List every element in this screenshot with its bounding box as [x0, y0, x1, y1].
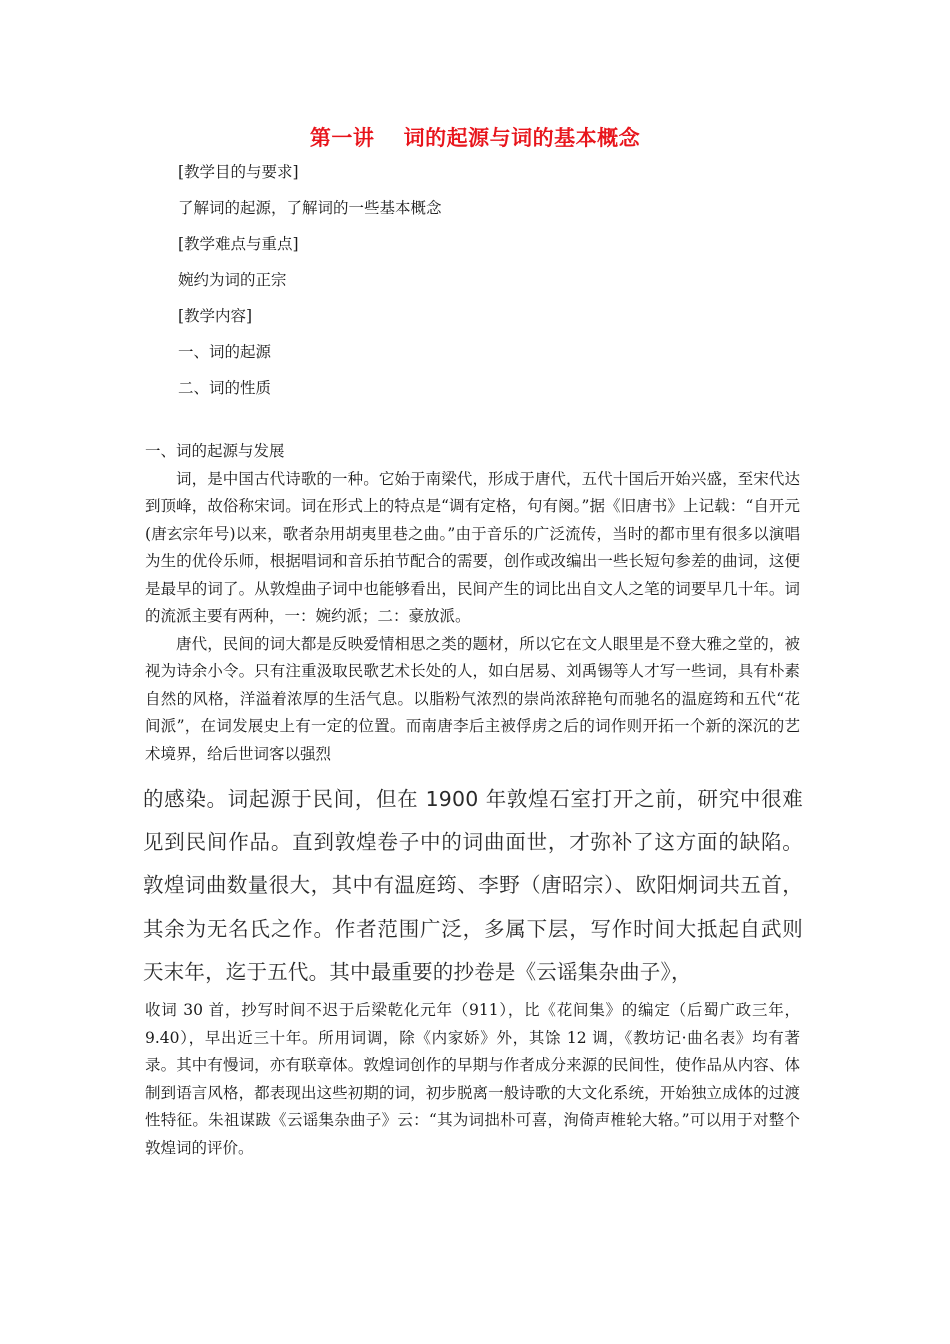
- paragraph-3: 收词 30 首，抄写时间不迟于后梁乾化元年（911），比《花间集》的编定（后蜀广政三年，9.40），早出近三十年。所用词调，除《内家娇》外，其馀 12 调，《教坊记·曲名表》均有著录。其中有慢词，亦有联章体。敦煌词创作的早期与作者成分来源的民间性，使作品从内容、体制到语言风格，都表现出这些初期的词，初步脱离一般诗歌的大文化系统，开始独立成体的过渡性特征。朱祖谋跋《云谣集杂曲子》云：“其为词拙朴可喜，洵倚声椎轮大辂。”可以用于对整个敦煌词的评价。: [145, 1001, 800, 1157]
- outline-objectives-heading: [教学目的与要求]: [178, 163, 299, 181]
- outline-content-heading: [教学内容]: [178, 307, 253, 325]
- scanned-text-block: 的感染。词起源于民间，但在 1900 年敦煌石室打开之前，研究中很难见到民间作品。直到敦煌卷子中的词曲面世，才弥补了这方面的缺陷。敦煌词曲数量很大，其中有温庭筠、李野（唐昭宗）、欧阳炯词共五首，其余为无名氏之作。作者范围广泛，多属下层，写作时间大抵起自武则天末年，迄于五代。其中最重要的抄卷是《云谣集杂曲子》，: [143, 787, 803, 984]
- outline-item-origin: 一、词的起源: [178, 343, 272, 361]
- outline-keypoints-text: 婉约为词的正宗: [178, 271, 287, 289]
- section-body: [145, 438, 800, 768]
- paragraph-1: 词，是中国古代诗歌的一种。它始于南梁代，形成于唐代，五代十国后开始兴盛，至宋代达到顶峰，故俗称宋词。词在形式上的特点是“调有定格，句有阕。”据《旧唐书》上记载：“自开元(唐玄宗年号)以来，歌者杂用胡夷里巷之曲。”由于音乐的广泛流传，当时的都市里有很多以演唱为生的优伶乐师，根据唱词和音乐拍节配合的需要，创作或改编出一些长短句参差的曲词，这便是最早的词了。从敦煌曲子词中也能够看出，民间产生的词比出自文人之笔的词要早几十年。词的流派主要有两种，一：婉约派；二：豪放派。: [145, 469, 800, 625]
- paragraph-2: 唐代，民间的词大都是反映爱情相思之类的题材，所以它在文人眼里是不登大雅之堂的，被视为诗余小令。只有注重汲取民歌艺术长处的人，如白居易、刘禹锡等人才写一些词，具有朴素自然的风格，洋溢着浓厚的生活气息。以脂粉气浓烈的崇尚浓辞艳句而驰名的温庭筠和五代“花间派”，在词发展史上有一定的位置。而南唐李后主被俘虏之后的词作则开拓一个新的深沉的艺术境界，给后世词客以强烈: [145, 634, 800, 763]
- section-heading: 一、词的起源与发展: [145, 442, 285, 460]
- outline-item-nature: 二、词的性质: [178, 379, 272, 397]
- page-title: 第一讲 词的起源与词的基本概念: [309, 125, 641, 150]
- outline-keypoints-heading: [教学难点与重点]: [178, 235, 299, 253]
- outline-objectives-text: 了解词的起源，了解词的一些基本概念: [178, 199, 442, 217]
- lesson-outline: [178, 160, 798, 412]
